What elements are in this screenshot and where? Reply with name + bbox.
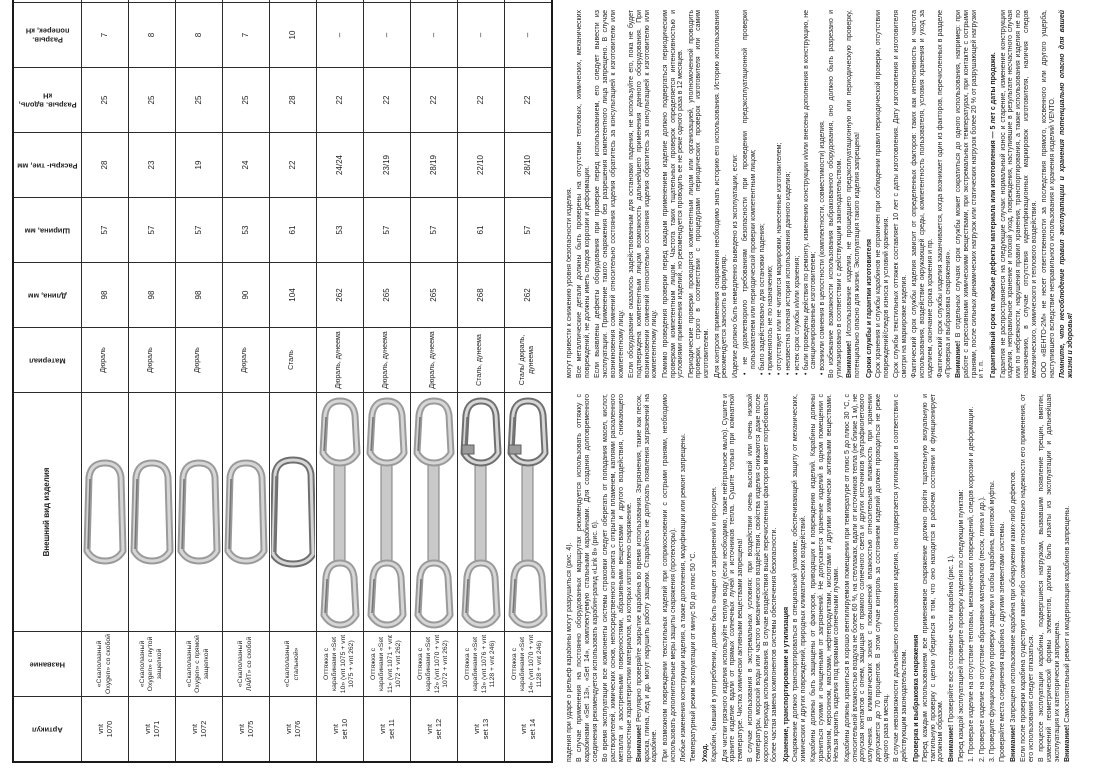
paragraph: Все металлические детали должны быть проверены на отсутствие тепловых, химических, механических повреждений, не должны иметь следов коррозии и деформации. [576, 10, 592, 378]
carabiner-steel-drawing [271, 394, 315, 630]
cell-break-across: – [316, 3, 363, 68]
column-header-5 [13, 198, 81, 263]
cell-name: Оттяжка с карабинами «Set 12» (vnt 1070 + vnt 1072 + vnt 262) [410, 632, 457, 697]
cell-break-along: 22 [363, 68, 410, 133]
table-row-vnt-set-11 [363, 0, 410, 762]
cell-name: «Скалолазный ЛАЙТ» со скобой [222, 632, 269, 697]
table-body [81, 0, 552, 762]
column-header-4 [13, 263, 81, 328]
cell-break-open [504, 0, 552, 3]
cell-material: Дюраль [81, 328, 128, 393]
cell-break-across: 7 [81, 3, 128, 68]
table-row-vnt-1075 [222, 0, 269, 762]
column-header-8 [13, 3, 81, 68]
cell-length: 265 [363, 263, 410, 328]
cell-width: 57 [410, 198, 457, 263]
paragraph: Фактический срок службы изделия заканчивается, когда возникает один из факторов, перечисленных в разделе «Проверка и выбраковка снаряжения». [936, 10, 952, 378]
cell-material: Сталь, дунеема [457, 328, 504, 393]
cell-break-along: 25 [81, 68, 128, 133]
cell-length: 268 [457, 263, 504, 328]
header-row [13, 0, 81, 762]
instruction-text [566, 10, 1096, 762]
cell-name: Оттяжка с карабинами «Set 11» (vnt 1071 + vnt 1072 + vnt 262) [363, 632, 410, 697]
paragraph: Помните, что несоблюдение правил эксплуатации и хранения потенциально опасно для вашей жизни и здоровья! [1059, 10, 1074, 378]
paragraph: Внимание! Регулярно проверяйте закрытие карабина во время использования. Загрязнения, такие как песок, краска, глина, лед и др. могут нарушить работу защелки. Старайтесь не допускать появления загрязнений на карабине. [635, 394, 659, 762]
table-row-vnt-1071 [128, 0, 175, 762]
cell-article: vnt 1072 [175, 697, 222, 763]
cell-width: 53 [316, 198, 363, 263]
cell-break-across: 8 [128, 3, 175, 68]
carabiner-drawing [130, 394, 174, 630]
cell-article: vnt 1071 [128, 697, 175, 763]
cell-opening: 22 [269, 133, 316, 198]
cell-illustration [410, 393, 457, 632]
paragraph: Внимание! Запрещено использование карабина при обнаружении каких-либо дефектов. [1009, 470, 1017, 762]
paragraph: Во избежание возможности использования выбракованного оборудования, оно должно быть разрезано и утилизировано в соответствии с действующим законодательством. [827, 10, 843, 378]
cell-opening: 28/10 [504, 133, 552, 198]
cell-break-across: – [457, 3, 504, 68]
cell-opening: 22/10 [457, 133, 504, 198]
cell-width: 57 [504, 198, 552, 263]
cell-article: vnt set 13 [457, 697, 504, 763]
bullet-item: • истек срок службы и/или хранения; [793, 255, 801, 375]
paragraph: Проверяйте места соединения карабина с другими элементами системы. [999, 521, 1007, 762]
cell-name: Оттяжка с карабинами «Set 14» (vnt 1070 + vnt 1128 + vnt 246) [504, 632, 552, 697]
cell-break-along: 25 [175, 68, 222, 133]
quickdraw-drawing [318, 394, 362, 630]
paragraph: В случае невозможности дальнейшего использования изделия, оно подвергается утилизации в соответствии с действующим законодательством. [892, 394, 908, 762]
quickdraw-screwgate-drawing [506, 394, 550, 630]
cell-opening: 24 [222, 133, 269, 198]
column-header-label: Разрыв. поперек, кН [25, 27, 69, 45]
paragraph: Любые изменения конструкции изделия, а также дополнения, модификации или ремонт запрещены. [679, 433, 687, 762]
carabiner-drawing [177, 394, 221, 630]
paragraph: ООО «ВЕНТО-2М» не несет ответственности за последствия прямого, косвенного или другого ущерба, наступившего вследствие неправильного использования и хранения изделий VENTO. [1041, 10, 1056, 378]
paragraph: Если выявлены дефекты оборудования при проверке перед использованием, его следует вывести из эксплуатации. Применение такого снаряжения без разрешения компетентного лица запрещено. В случае возникновения сомнений относительно состояния изделия обратитесь за консультацией к изготовителю или компетентному лицу. [594, 10, 625, 378]
cell-illustration [363, 393, 410, 632]
column-header-label: Материал [28, 356, 66, 366]
cell-length: 98 [128, 263, 175, 328]
paragraph: Перед каждой эксплуатацией проведите проверку изделия по следующим пунктам: [958, 489, 966, 762]
paragraph: Внимание! Использование изделия, не прошедшего предэксплуатационную или периодическую проверку, потенциально опасно для жизни. Эксплуатация такого изделия запрещена! [846, 10, 861, 378]
cell-article: vnt 1075 [222, 697, 269, 763]
paragraph: В процессе эксплуатации карабины, подвергшиеся нагрузкам, вызвавшим появление трещин, вмятин, изменений геометрической формы элементов, должны быть изъяты из эксплуатации и дальнейшая эксплуатация их категорически запрещена. [1037, 394, 1061, 762]
spec-table [12, 0, 553, 763]
paragraph: Внимание! Проверяйте все составные части карабина (рис. 1). [947, 554, 955, 762]
cell-width: 57 [363, 198, 410, 263]
column-header-label: Название [29, 660, 65, 670]
cell-length: 98 [81, 263, 128, 328]
cell-break-across: – [410, 3, 457, 68]
cell-break-open [269, 0, 316, 3]
cell-opening: 24/24 [316, 133, 363, 198]
carabiner-drawing [83, 394, 127, 630]
cell-illustration [222, 393, 269, 632]
cell-opening: 19 [175, 133, 222, 198]
paragraph: Температурный режим эксплуатации от минус 50 до плюс 50 °С. [690, 551, 698, 762]
bullet-item: • неизвестна полная история использования данного изделия; [784, 171, 792, 375]
cell-break-along: 25 [222, 68, 269, 133]
cell-illustration [316, 393, 363, 632]
column-header-2: Внешний вид изделия [13, 393, 81, 632]
cell-article: vnt set 12 [410, 697, 457, 763]
cell-opening: 28 [81, 133, 128, 198]
cell-width: 53 [222, 198, 269, 263]
cell-break-across: – [363, 3, 410, 68]
paragraph: Гарантия не распространяется на следующие случаи: нормальный износ и старение, изменение конструкции изделия, неправильное хранение и плохой уход, повреждения, наступившие в результате несчастного случая или по небрежности, нарушения правил хранения, транспортирования, а также использования изделия не по назначению, в случае отсутствия идентификационных маркировок изготовителя, наличия следов механического, химического и теплового воздействия. [999, 10, 1038, 378]
cell-illustration [128, 393, 175, 632]
cell-opening: 23/19 [363, 133, 410, 198]
table-row-vnt-1070 [81, 0, 128, 762]
cell-illustration [457, 393, 504, 632]
carabiner-drawing [224, 394, 268, 630]
paragraph: Карабин, бывший в употреблении, должен быть очищен от загрязнений и просушен. [711, 486, 719, 762]
paragraph: Во время эксплуатации все компоненты системы страховки следует оберегать от попадания масел, кислот, растворителей, химических основ, непосредственного контакта с открытым пламенем, каплями раскаленного металла и заостренными поверхностями, абразивными веществами и другого воздействия, снижающего прочностные характеристики материалов, из которых изготовлено снаряжение. [602, 394, 633, 762]
cell-width: 57 [128, 198, 175, 263]
paragraph: 3. Проведите функциональную проверку защелки и скобы карабина, винтовой муфты. [988, 480, 996, 762]
paragraph: В случае применения на постоянно оборудованных маршрутах рекомендуется использовать оттяжку с карабинами «Set 13», «Set 14», комплектуемую стальными карабинами. Для создания долговременного соединения рекомендуется использовать карабин-рапид «Link 8» (рис. 6). [576, 394, 599, 762]
cell-name: «Скалолазный Oxygen» с прямой защелкой [175, 632, 222, 697]
section-heading: Сроки службы и гарантии изготовителя [865, 238, 873, 378]
cell-width: 61 [269, 198, 316, 263]
column-header-6 [13, 133, 81, 198]
paragraph: В случае использования в экстремальных условиях: при воздействии очень высокой или очень низкой температуры, морской воды или частого механического воздействия, свойства изделия снижаются даже после короткого периода использования. В случае воздействия выше перечисленных факторов может потребоваться более частая замена компонентов системы обеспечения безопасности. [747, 394, 778, 762]
paragraph: Помимо проведения проверки перед каждым применением изделие должно подвергаться периодическим проверкам компетентным лицом. Частота таких тщательных проверок определяется интенсивностью и условиями применения изделий, но рекомендуется проводить ее не реже одного раза в 12 месяцев. [661, 10, 685, 378]
section-heading: Гарантийный срок на любые дефекты материала или изготовления — 5 лет с даты продажи. [990, 52, 998, 378]
bullet-item: • возникли сомнения в целостности (комплектности, совместимости) изделия. [819, 120, 827, 375]
cell-break-along: 22 [410, 68, 457, 133]
cell-illustration [504, 393, 552, 632]
paragraph: Перед каждым использованием все применяемое снаряжение должно пройти тщательную визуальную и тактильную проверку с целью убедиться в том, что оно находится в рабочем состоянии и функционирует должным образом. [921, 394, 945, 762]
paragraph: Карабины должны быть защищены от факторов, приводящих к повреждению изделий. Карабины должны храниться сухими и очищенными от загрязнений. Не допускается хранение изделий в одном помещении с бензином, керосином, маслами, нефтепродуктами, кислотами и другими химически активными веществами. Нельзя хранить изделия под прямыми солнечными лучами. [810, 394, 841, 762]
cell-width: 57 [81, 198, 128, 263]
table-row-vnt-set-10 [316, 0, 363, 762]
cell-length: 98 [175, 263, 222, 328]
column-header-1 [13, 632, 81, 697]
cell-material: Дюраль [222, 328, 269, 393]
cell-break-open [175, 0, 222, 3]
paragraph: Карабины должны храниться в хорошо вентилируемом помещении при температуре от плюс 5 до плюс 30 °С, с относительной влажностью воздуха не более 60 %, на стеллажах, вдали от источников тепла (не ближе 1 м), не допуская контактов с огнем, защищая от прямого солнечного света и других источников ультрафиолетового излучения. В климатических зонах с повышенной влажностью относительная влажность при хранении допускается до 70 процентов. В этом случае контроль за состоянием изделий должен проводиться не реже одного раза в месяц. [843, 394, 890, 762]
paragraph: Снаряжение должно транспортироваться в специальной упаковке, обеспечивающей защиту от механических, химических и других повреждений, природных климатических воздействий. [791, 394, 807, 762]
cell-name: «Скалолазный Oxygen» со скобой [81, 632, 128, 697]
cell-material: Дюраль, дунеема [363, 328, 410, 393]
cell-material: Дюраль, дунеема [410, 328, 457, 393]
paragraph: падения при ударе о рельеф карабины могут разрушиться (рис. 4). [566, 542, 573, 762]
bullet-item: • были проведены действия по ремонту, изменению конструкции и/или внесены дополнения в конструкцию, не санкционированные изготовителем; [802, 10, 818, 375]
table-row-vnt-set-14 [504, 0, 552, 762]
table-row-vnt-1072 [175, 0, 222, 762]
column-header-0 [13, 697, 81, 763]
cell-break-across: 7 [222, 3, 269, 68]
cell-article: vnt set 10 [316, 697, 363, 763]
cell-name: Оттяжка с карабинами «Set 13» (vnt 1076 + vnt 1128 + vnt 246) [457, 632, 504, 697]
bullet-item: • не удовлетворило требованиям безопасности при проведении предэксплуатационной проверки пользователем или периодической проверки компетентным лицом; [741, 10, 757, 375]
text-column-1 [566, 394, 1096, 762]
bullet-item: • применялось не по назначению; [767, 265, 775, 375]
cell-material: Дюраль [175, 328, 222, 393]
column-header-label: Ширина, мм [24, 226, 70, 236]
paragraph: Изделие должно быть немедленно выведено из эксплуатации, если: [731, 154, 739, 378]
cell-name: «Скалолазный Oxygen» с гнутой защелкой [128, 632, 175, 697]
table-row-vnt-set-13 [457, 0, 504, 762]
column-header-label: Разрыв. вдоль, кН [18, 92, 77, 110]
cell-article: vnt set 14 [504, 697, 552, 763]
paragraph: Периодические проверки проводятся компетентным лицом или организацией, уполномоченной проводить проверки, строго в соответствии с процедурами периодических проверок изготовителя или самим изготовителем. [687, 10, 711, 378]
cell-material: Дюраль, дунеема [316, 328, 363, 393]
cell-break-along: 25 [128, 68, 175, 133]
cell-length: 90 [222, 263, 269, 328]
cell-break-open [128, 0, 175, 3]
cell-article: vnt set 11 [363, 697, 410, 763]
cell-break-open [410, 0, 457, 3]
paragraph: Срок хранения и службы карабинов не ограничен при соблюдении правил периодической проверки, отсутствии повреждений/следов износа и условий хранения. [874, 10, 890, 378]
cell-name: Оттяжка с карабинами «Set 10» (vnt 1075 + vnt 1075 + vnt 262) [316, 632, 363, 697]
paragraph: Если после проверки карабина существуют какие-либо сомнения относительно надежности его применения, от его использования следует отказаться. [1019, 394, 1035, 762]
paragraph: При возможном повреждении текстильных изделий при соприкосновении с острыми гранями, необходимо использовать дополнительные меры защиты снаряжения (протекторы). [661, 394, 677, 762]
cell-break-along: 22 [504, 68, 552, 133]
text-column-2 [566, 10, 1096, 378]
cell-article: vnt 1076 [269, 697, 316, 763]
cell-break-across: – [504, 3, 552, 68]
cell-break-across: 8 [175, 3, 222, 68]
cell-article: vnt 1070 [81, 697, 128, 763]
cell-length: 262 [504, 263, 552, 328]
bullet-item: • было задействовано для остановки падения; [758, 223, 766, 375]
cell-width: 61 [457, 198, 504, 263]
paragraph: Внимание! В отдельных случаях срок службы может сократиться до одного использования, например: при работе с агрессивными химическими веществами, при экстремальных температурах, при контакте с острыми гранями, после сильных динамических нагрузок или статических нагрузок более 20 % от разрушающей нагрузки и т. п. [955, 10, 986, 378]
quickdraw-screwgate-drawing [459, 394, 503, 630]
cell-material: Дюраль [128, 328, 175, 393]
cell-opening: 23 [128, 133, 175, 198]
paragraph: Фактический срок службы изделия зависит от определенных факторов: таких как интенсивность и частота использования, воздействие окружающей среды, компетентность пользователя, условия хранения и уход за изделием, окончание срока хранения и пр. [911, 10, 934, 378]
cell-illustration [269, 393, 316, 632]
paragraph: 1. Проверьте изделие на отсутствие тепловых, механических повреждений, следов коррозии и деформации. [968, 406, 976, 762]
cell-break-open [316, 0, 363, 3]
cell-break-along: 22 [457, 68, 504, 133]
paragraph: могут привести к снижению уровня безопасности изделия. [566, 187, 573, 378]
section-heading: Проверка и выбраковка снаряжения [912, 634, 920, 762]
cell-length: 265 [410, 263, 457, 328]
column-header-label: Длина, мм [27, 291, 67, 301]
table-row-vnt-1076 [269, 0, 316, 762]
cell-width: 57 [175, 198, 222, 263]
quickdraw-drawing [365, 394, 409, 630]
cell-illustration [175, 393, 222, 632]
cell-break-along: 28 [269, 68, 316, 133]
cell-length: 262 [316, 263, 363, 328]
cell-illustration [81, 393, 128, 632]
paragraph: Внимание! Самостоятельный ремонт и модернизация карабинов запрещены. [1063, 505, 1071, 762]
paragraph: Для контроля применения снаряжения необходимо знать историю его использования. Историю использования рекомендуется заносить в формуляр. [713, 10, 729, 378]
bullet-item: • отсутствует или не читаются маркировки, нанесенные изготовителем; [776, 142, 784, 375]
cell-material: Сталь/ дюраль, дунеема [504, 328, 552, 393]
cell-break-open [81, 0, 128, 3]
column-header-label: Артикул [31, 725, 63, 735]
cell-break-open [363, 0, 410, 3]
table-row-vnt-set-12 [410, 0, 457, 762]
cell-break-across: 10 [269, 3, 316, 68]
column-header-9 [13, 0, 81, 3]
paragraph: Для чистки грязного изделия используйте теплую воду (если необходимо, также нейтральное мыло). Сушите и храните изделие вдали от прямых солнечных лучей и источников тепла. Сушите только при комнатной температуре. Чистка химически активными веществами запрещена! [721, 394, 745, 762]
cell-length: 104 [269, 263, 316, 328]
cell-break-along: 22 [316, 68, 363, 133]
paragraph: 2. Проверьте изделие на отсутствие абразивных материалов (песок, глина и др.). [978, 496, 986, 762]
section-heading: Уход. [701, 743, 709, 762]
cell-opening: 28/19 [410, 133, 457, 198]
section-heading: Хранение, транспортирование и утилизация [782, 606, 790, 762]
cell-material: Сталь [269, 328, 316, 393]
cell-break-open [222, 0, 269, 3]
cell-name: «Скалолазный стальной» [269, 632, 316, 697]
paragraph: Если оборудование оказалось задействованным для остановки падения, не используйте его, пока не будет подтверждена компетентным лицом возможность дальнейшего применения данного оборудования. При возникновении сомнений относительно состояния изделия обратитесь за консультацией к изготовителю или компетентному лицу. [628, 10, 659, 378]
cell-break-open [457, 0, 504, 3]
quickdraw-drawing [412, 394, 456, 630]
column-header-label: Раскры- тие, мм [17, 161, 78, 171]
column-header-3 [13, 328, 81, 393]
paragraph: Срок службы текстильных оттяжек составляет 10 лет с даты изготовления. Дату изготовления и изготовителя смотри на маркировке изделия. [892, 10, 908, 378]
column-header-7 [13, 68, 81, 133]
